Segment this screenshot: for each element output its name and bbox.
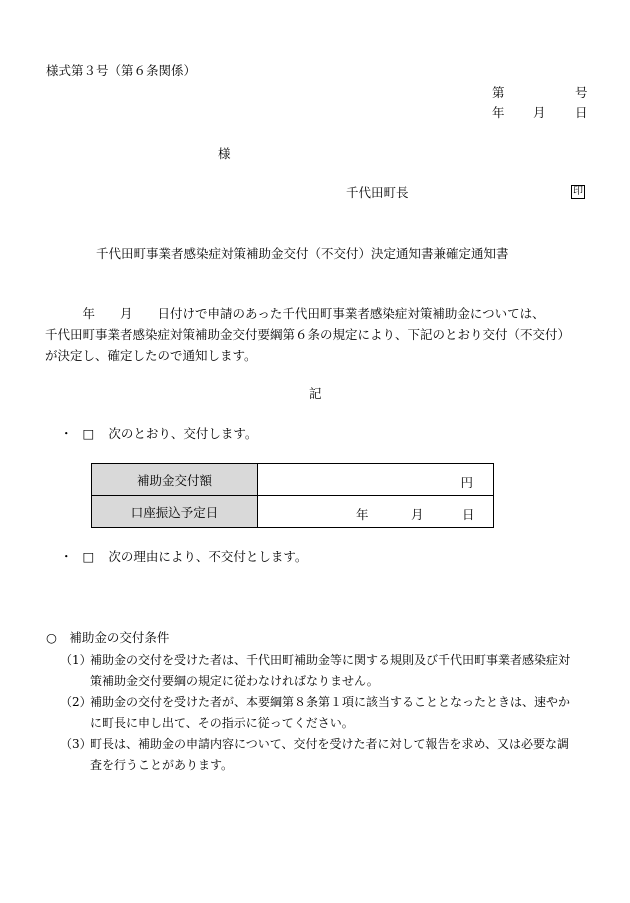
document-title: 千代田町事業者感染症対策補助金交付（不交付）決定通知書兼確定通知書: [96, 246, 509, 261]
list-item: [60, 734, 600, 776]
table-row: [92, 496, 494, 528]
conditions-list: [60, 650, 600, 776]
list-item: [60, 650, 600, 692]
condition-number: （1）: [60, 653, 92, 667]
option-grant: [60, 428, 257, 441]
date-year-label: 年: [492, 105, 505, 120]
date-month-label: 月: [533, 105, 546, 120]
bullet-icon: ・: [60, 426, 73, 441]
condition-text: 査を行うことがあります。: [90, 758, 234, 772]
body-line: 年 月 日付けで申請のあった千代田町事業者感染症対策補助金については、: [45, 306, 545, 321]
condition-text: 補助金の交付を受けた者は、千代田町補助金等に関する規則及び千代田町事業者感染症対: [90, 653, 571, 667]
condition-text: に町長に申し出て、その指示に従ってください。: [90, 716, 354, 730]
option-nogrant: [60, 551, 307, 564]
seal-icon: 印: [573, 186, 583, 197]
condition-text: 町長は、補助金の申請内容について、交付を受けた者に対して報告を求め、又は必要な調: [90, 737, 570, 751]
option-nogrant-text: 次の理由により、不交付とします。: [108, 549, 308, 564]
checkbox-icon[interactable]: □: [82, 426, 95, 441]
yen-unit: 円: [460, 475, 473, 490]
grant-amount-field[interactable]: [258, 464, 494, 496]
transfer-day-label: 日: [462, 507, 475, 522]
conditions-heading: ○ 補助金の交付条件: [46, 630, 170, 645]
condition-text: 策補助金交付要綱の規定に従わなければなりません。: [90, 674, 379, 688]
table-row: [92, 464, 494, 496]
grant-table: [91, 463, 494, 528]
transfer-date-label: 口座振込予定日: [92, 496, 258, 528]
date-day-label: 日: [575, 105, 588, 120]
condition-number: （2）: [60, 695, 92, 709]
form-number: 様式第３号（第６条関係）: [46, 63, 197, 78]
condition-text: 補助金の交付を受けた者が、本要綱第８条第１項に該当することとなったときは、速やか: [90, 695, 571, 709]
grant-amount-label: 補助金交付額: [92, 464, 258, 496]
body-line: 千代田町事業者感染症対策補助金交付要綱第６条の規定により、下記のとおり交付（不交付）: [45, 327, 571, 342]
addressee-honorific: 様: [218, 146, 231, 161]
body-line: が決定し、確定したので通知します。: [45, 348, 257, 363]
sender-mayor: 千代田町長: [346, 185, 409, 200]
ki-heading: 記: [309, 386, 322, 401]
transfer-date-field[interactable]: [258, 496, 494, 528]
transfer-year-label: 年: [356, 507, 369, 522]
condition-number: （3）: [60, 737, 92, 751]
checkbox-icon[interactable]: □: [82, 549, 95, 564]
option-grant-text: 次のとおり、交付します。: [108, 426, 258, 441]
transfer-month-label: 月: [411, 507, 424, 522]
list-item: [60, 692, 600, 734]
document-number-suffix: 号: [575, 85, 588, 100]
bullet-icon: ・: [60, 549, 73, 564]
body-paragraph: [45, 303, 590, 366]
document-number-prefix: 第: [492, 85, 505, 100]
